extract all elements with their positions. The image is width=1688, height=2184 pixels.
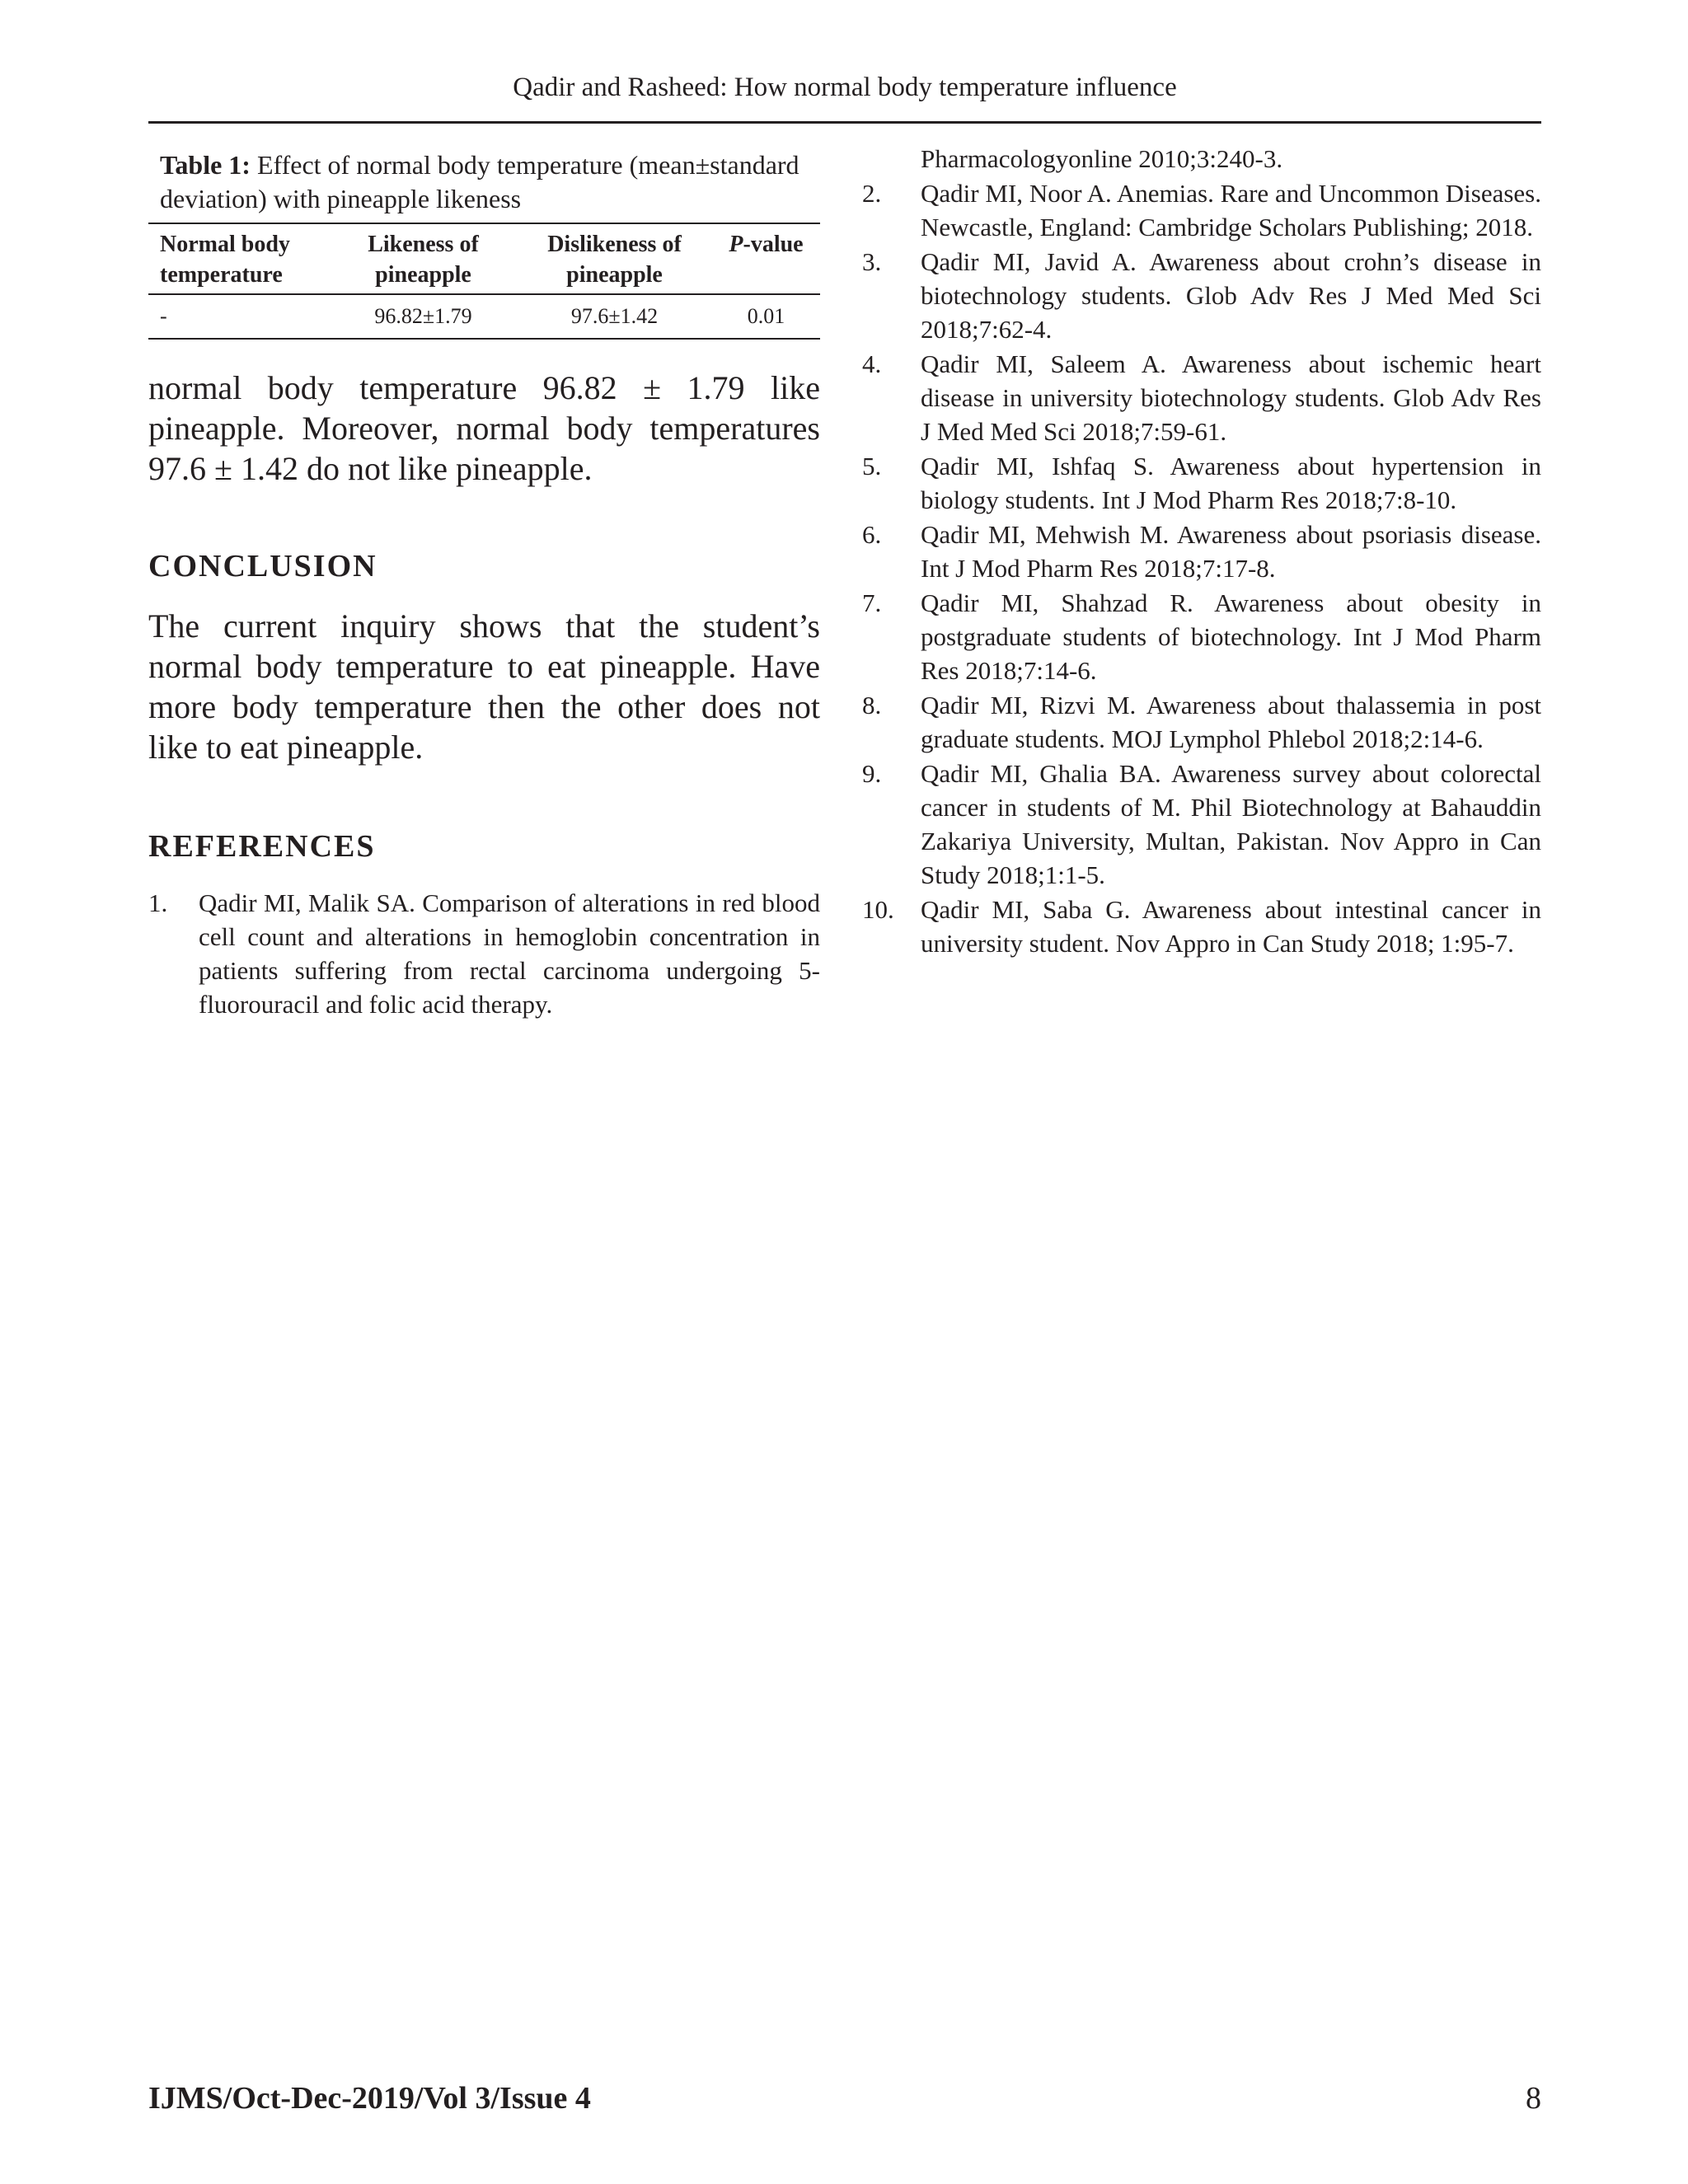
table-header-dislikeness: Dislikeness of pineapple: [517, 223, 712, 294]
table-cell: 97.6±1.42: [517, 294, 712, 339]
right-column: [862, 142, 1541, 961]
reference-text: Qadir MI, Saleem A. Awareness about ischemic heart disease in university biotechnology students. Glob Adv Res J Med Med Sci 2018;7:59-61.: [921, 349, 1541, 446]
reference-number: 4.: [862, 349, 882, 378]
reference-item: [862, 176, 1541, 244]
reference-text: Qadir MI, Malik SA. Comparison of alterations in red blood cell count and alterations in hemoglobin concentration in patients suffering from rectal carcinoma undergoing 5-fluorouracil and folic acid therapy.: [199, 888, 820, 1019]
left-column: [148, 148, 820, 1022]
reference-list-left: [148, 886, 820, 1021]
table-header-pvalue: P-value: [712, 223, 820, 294]
reference-item: [862, 893, 1541, 960]
reference-list-right: [862, 176, 1541, 960]
reference-number: 7.: [862, 588, 882, 617]
reference-item: [862, 245, 1541, 346]
running-head: Qadir and Rasheed: How normal body temperature influence: [513, 73, 1177, 102]
reference-number: 3.: [862, 247, 882, 276]
results-table: [148, 223, 820, 340]
table-caption: [160, 148, 819, 216]
reference-number: 5.: [862, 452, 882, 480]
references-heading: REFERENCES: [148, 829, 376, 864]
table-cell: 96.82±1.79: [330, 294, 517, 339]
body-paragraph: normal body temperature 96.82 ± 1.79 like pineapple. Moreover, normal body temperatures 97.6 ± 1.42 do not like pineapple.: [148, 369, 820, 487]
reference-item: [862, 757, 1541, 892]
reference-text: Qadir MI, Ishfaq S. Awareness about hypertension in biology students. Int J Mod Pharm Res 2018;7:8-10.: [921, 452, 1541, 514]
reference-text: Qadir MI, Saba G. Awareness about intestinal cancer in university student. Nov Appro in Can Study 2018; 1:95-7.: [921, 895, 1541, 958]
reference-number: 6.: [862, 520, 882, 549]
conclusion-heading: CONCLUSION: [148, 549, 377, 583]
header-rule: [148, 121, 1541, 124]
page-number: 8: [1526, 2081, 1541, 2116]
table-caption-label: Table 1:: [160, 150, 251, 180]
footer-journal-info: IJMS/Oct-Dec-2019/Vol 3/Issue 4: [148, 2081, 591, 2116]
reference-item: [148, 886, 820, 1021]
table-row: [148, 294, 820, 339]
reference-text: Qadir MI, Ghalia BA. Awareness survey about colorectal cancer in students of M. Phil Biotechnology at Bahauddin Zakariya University, Multan, Pakistan. Nov Appro in Can Study 2018;1:1-5.: [921, 759, 1541, 889]
table-header-temperature: Normal body temperature: [148, 223, 330, 294]
reference-number: 2.: [862, 179, 882, 208]
reference-text: Qadir MI, Shahzad R. Awareness about obesity in postgraduate students of biotechnology. Int J Mod Pharm Res 2018;7:14-6.: [921, 588, 1541, 685]
table-caption-text: Effect of normal body temperature (mean±standard deviation) with pineapple likeness: [160, 150, 799, 213]
reference-number: 9.: [862, 759, 882, 788]
reference-text: Qadir MI, Javid A. Awareness about crohn’s disease in biotechnology students. Glob Adv Res J Med Med Sci 2018;7:62-4.: [921, 247, 1541, 344]
table-cell: -: [148, 294, 330, 339]
reference-number: 1.: [148, 888, 168, 917]
reference-text: Qadir MI, Mehwish M. Awareness about psoriasis disease. Int J Mod Pharm Res 2018;7:17-8.: [921, 520, 1541, 583]
reference-number: 8.: [862, 691, 882, 719]
conclusion-paragraph: The current inquiry shows that the student’s normal body temperature to eat pineapple. Have more body temperature then the other does not like to eat pineapple.: [148, 607, 820, 766]
reference-number: 10.: [862, 895, 894, 924]
reference-item: [862, 449, 1541, 517]
table-cell: 0.01: [712, 294, 820, 339]
reference-item: [862, 688, 1541, 756]
table-header-likeness: Likeness of pineapple: [330, 223, 517, 294]
reference-item: [862, 586, 1541, 687]
reference-text: Qadir MI, Rizvi M. Awareness about thalassemia in post graduate students. MOJ Lymphol Phlebol 2018;2:14-6.: [921, 691, 1541, 753]
reference-text: Qadir MI, Noor A. Anemias. Rare and Uncommon Diseases. Newcastle, England: Cambridge Scholars Publishing; 2018.: [921, 179, 1541, 241]
reference-continuation: Pharmacologyonline 2010;3:240-3.: [921, 144, 1283, 173]
reference-item: [862, 347, 1541, 448]
reference-item: [862, 518, 1541, 585]
